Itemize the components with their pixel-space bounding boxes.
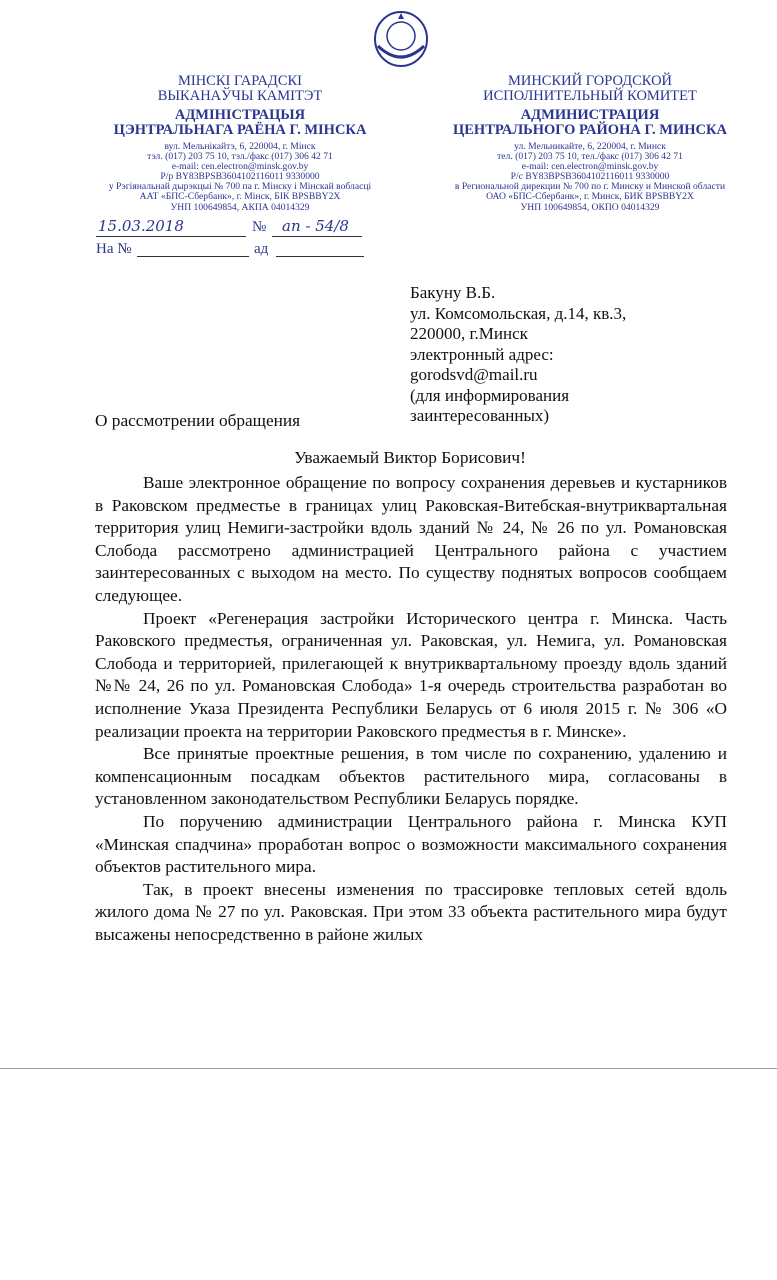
org-admin-line: ЦЭНТРАЛЬНАГА РАЁНА Г. МІНСКА — [113, 122, 367, 138]
detail-line: в Региональной дирекции № 700 по г. Минску и Минской области — [454, 181, 726, 193]
addressee-line: Бакуну В.Б. — [410, 283, 496, 302]
body-paragraph: По поручению администрации Центрального района г. Минска КУП «Минская спадчина» проработан вопрос о возможности максимального сохранения объектов растительного мира. — [95, 811, 727, 877]
detail-line: вул. Мельнікайтэ, 6, 220004, г. Мінск — [164, 141, 316, 152]
reference-from-label: ад — [254, 241, 269, 257]
subject-line: О рассмотрении обращения — [95, 411, 301, 430]
number-label: № — [252, 219, 267, 235]
addressee-line: 220000, г.Минск — [410, 324, 528, 343]
handwritten-date: 15.03.2018 — [98, 217, 184, 235]
detail-line: e-mail: cen.electron@minsk.gov.by — [171, 161, 309, 173]
letterhead-belarusian — [70, 74, 410, 213]
letter-body — [95, 472, 727, 946]
addressee-block — [410, 283, 626, 427]
handwritten-number: an - 54/8 — [282, 217, 349, 235]
scan-edge-divider — [0, 1068, 777, 1069]
detail-line: тел. (017) 203 75 10, тел./факс (017) 306 42 71 — [497, 151, 683, 163]
org-admin-line: АДМИНИСТРАЦИЯ — [520, 107, 660, 123]
addressee-line: gorodsvd@mail.ru — [410, 365, 538, 384]
detail-line: ОАО «БПС-Сбербанк», г. Минск, БИК BPSBBY2X — [486, 191, 694, 203]
detail-line: УНП 100649854, АКПА 04014329 — [170, 201, 310, 213]
org-line: ВЫКАНАЎЧЫ КАМІТЭТ — [157, 88, 323, 104]
body-paragraph: Все принятые проектные решения, в том числе по сохранению, удалению и компенсационным посадкам объектов растительного мира, согласованы в установленном законодательством Республики Беларусь порядке. — [95, 744, 727, 809]
detail-line: ААТ «БПС-Сбербанк», г. Мінск, БІК BPSBBY2X — [139, 191, 341, 203]
detail-line: e-mail: cen.electron@minsk.gov.by — [521, 161, 659, 173]
body-paragraph: Ваше электронное обращение по вопросу сохранения деревьев и кустарников в Раковском предместье в границах улиц Раковская-Витебская-внутриквартальная территория улиц Немиги-застройки вдоль зданий № 24, № 26 по ул. Романовская Слобода рассмотрено администрацией Центрального района с участием заинтересованных с выходом на место. По существу поднятых вопросов сообщаем следующее. — [95, 473, 727, 605]
detail-line: Р/с BY83BPSB3604102116011 9330000 — [510, 171, 670, 183]
state-emblem-icon — [368, 8, 434, 70]
detail-line: ул. Мельникайте, 6, 220004, г. Минск — [514, 141, 666, 152]
detail-line: Р/р BY83BPSB3604102116011 9330000 — [160, 171, 320, 183]
body-paragraph: Так, в проект внесены изменения по трассировке тепловых сетей вдоль жилого дома № 27 по ул. Раковская. При этом 33 объекта растительного мира будут высажены непосредственно в районе жилых — [95, 879, 727, 944]
letterhead-russian — [420, 74, 760, 213]
detail-line: УНП 100649854, ОКПО 04014329 — [520, 201, 660, 213]
org-line: МИНСКИЙ ГОРОДСКОЙ — [507, 73, 673, 89]
addressee-line: электронный адрес: — [410, 344, 554, 364]
reference-label: На № — [96, 241, 132, 257]
org-admin-line: ЦЕНТРАЛЬНОГО РАЙОНА Г. МИНСКА — [452, 122, 728, 138]
addressee-line: заинтересованных) — [410, 406, 550, 425]
body-paragraph: Проект «Регенерация застройки Исторического центра г. Минска. Часть Раковского предместья, ограниченная ул. Раковская, ул. Немига, ул. Романовская Слобода и территорией, прилегающей к внутриквартальному проезду вдоль зданий №№ 24, 26 по ул. Романовская Слобода» 1-я очередь строительства разработан во исполнение Указа Президента Республики Беларусь от 6 июля 2015 г. № 306 «О реализации проекта на территории Раковского предместья в г. Минске». — [95, 608, 727, 741]
detail-line: тэл. (017) 203 75 10, тэл./факс (017) 306 42 71 — [147, 151, 333, 163]
detail-line: у Рэгіянальнай дырэкцыі № 700 па г. Мінску і Мінскай вобласці — [108, 181, 372, 193]
org-line: ИСПОЛНИТЕЛЬНЫЙ КОМИТЕТ — [483, 88, 697, 104]
addressee-line: (для информирования — [410, 385, 570, 405]
greeting: Уважаемый Виктор Борисович! — [294, 448, 526, 467]
org-admin-line: АДМІНІСТРАЦЫЯ — [174, 107, 306, 123]
addressee-line: ул. Комсомольская, д.14, кв.3, — [410, 303, 627, 323]
org-line: МІНСКІ ГАРАДСКІ — [177, 73, 302, 89]
